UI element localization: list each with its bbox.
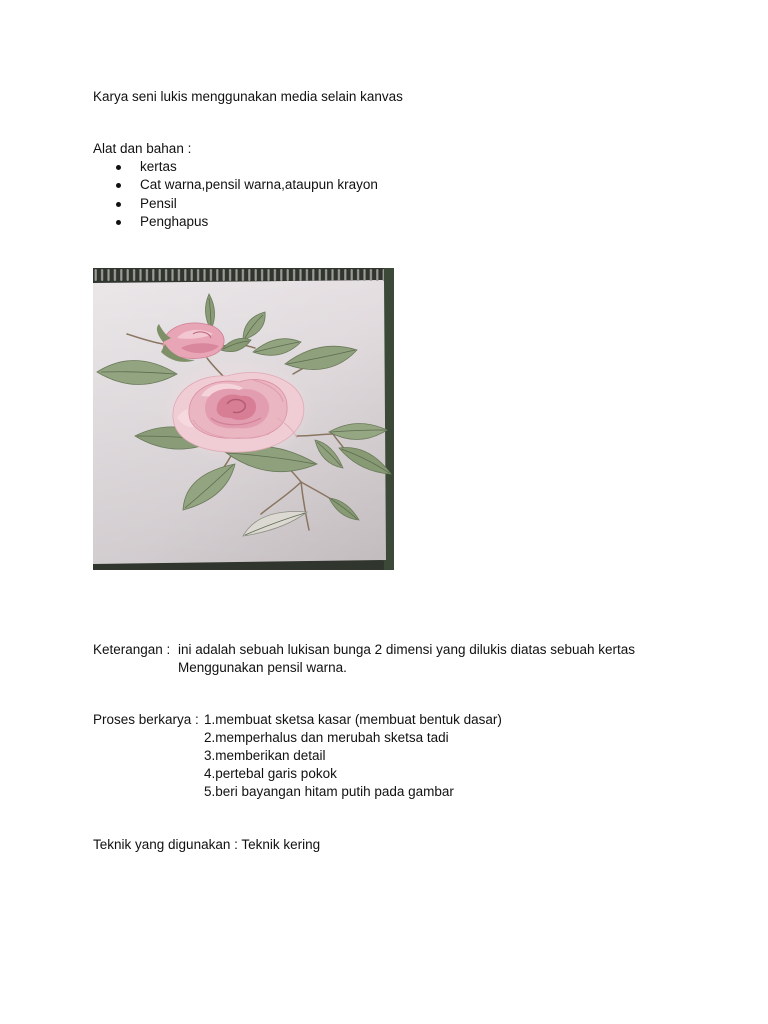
materials-list xyxy=(93,158,378,232)
rose-bloom xyxy=(173,372,304,452)
process-step-row xyxy=(93,711,502,729)
list-item-text: Pensil xyxy=(140,195,177,211)
process-step: 1.membuat sketsa kasar (membuat bentuk dasar) xyxy=(204,712,502,727)
bullet-icon xyxy=(116,202,121,207)
list-item xyxy=(93,195,378,213)
list-item-text: Penghapus xyxy=(140,214,209,230)
technique-line xyxy=(93,836,320,854)
list-item-text: kertas xyxy=(140,159,177,174)
technique-label: Teknik yang digunakan : xyxy=(93,837,238,852)
list-item xyxy=(93,213,378,231)
description-line-2: Menggunakan pensil warna. xyxy=(178,660,347,675)
bullet-icon xyxy=(116,220,121,225)
process-section xyxy=(93,711,502,801)
description-section xyxy=(93,641,635,677)
technique-value: Teknik kering xyxy=(241,837,321,852)
process-step: 5.beri bayangan hitam putih pada gambar xyxy=(204,784,454,799)
document-title: Karya seni lukis menggunakan media selain kanvas xyxy=(93,89,403,104)
bullet-icon xyxy=(116,165,121,170)
process-step: 2.memperhalus dan merubah sketsa tadi xyxy=(204,730,449,745)
description-label: Keterangan : xyxy=(93,642,171,657)
description-line-1 xyxy=(93,641,635,659)
description-text: ini adalah sebuah lukisan bunga 2 dimensi yang dilukis diatas sebuah kertas xyxy=(178,642,636,657)
process-step: 3.memberikan detail xyxy=(204,748,326,763)
process-label: Proses berkarya : xyxy=(93,712,199,727)
rose-drawing-photo xyxy=(93,268,394,570)
spiral-binding xyxy=(93,268,384,283)
list-item-text: Cat warna,pensil warna,ataupun krayon xyxy=(140,177,378,193)
materials-heading: Alat dan bahan : xyxy=(93,141,192,156)
materials-section xyxy=(93,140,378,232)
list-item xyxy=(93,158,378,176)
list-item xyxy=(93,176,378,194)
process-step: 4.pertebal garis pokok xyxy=(204,766,337,781)
bullet-icon xyxy=(116,183,121,188)
